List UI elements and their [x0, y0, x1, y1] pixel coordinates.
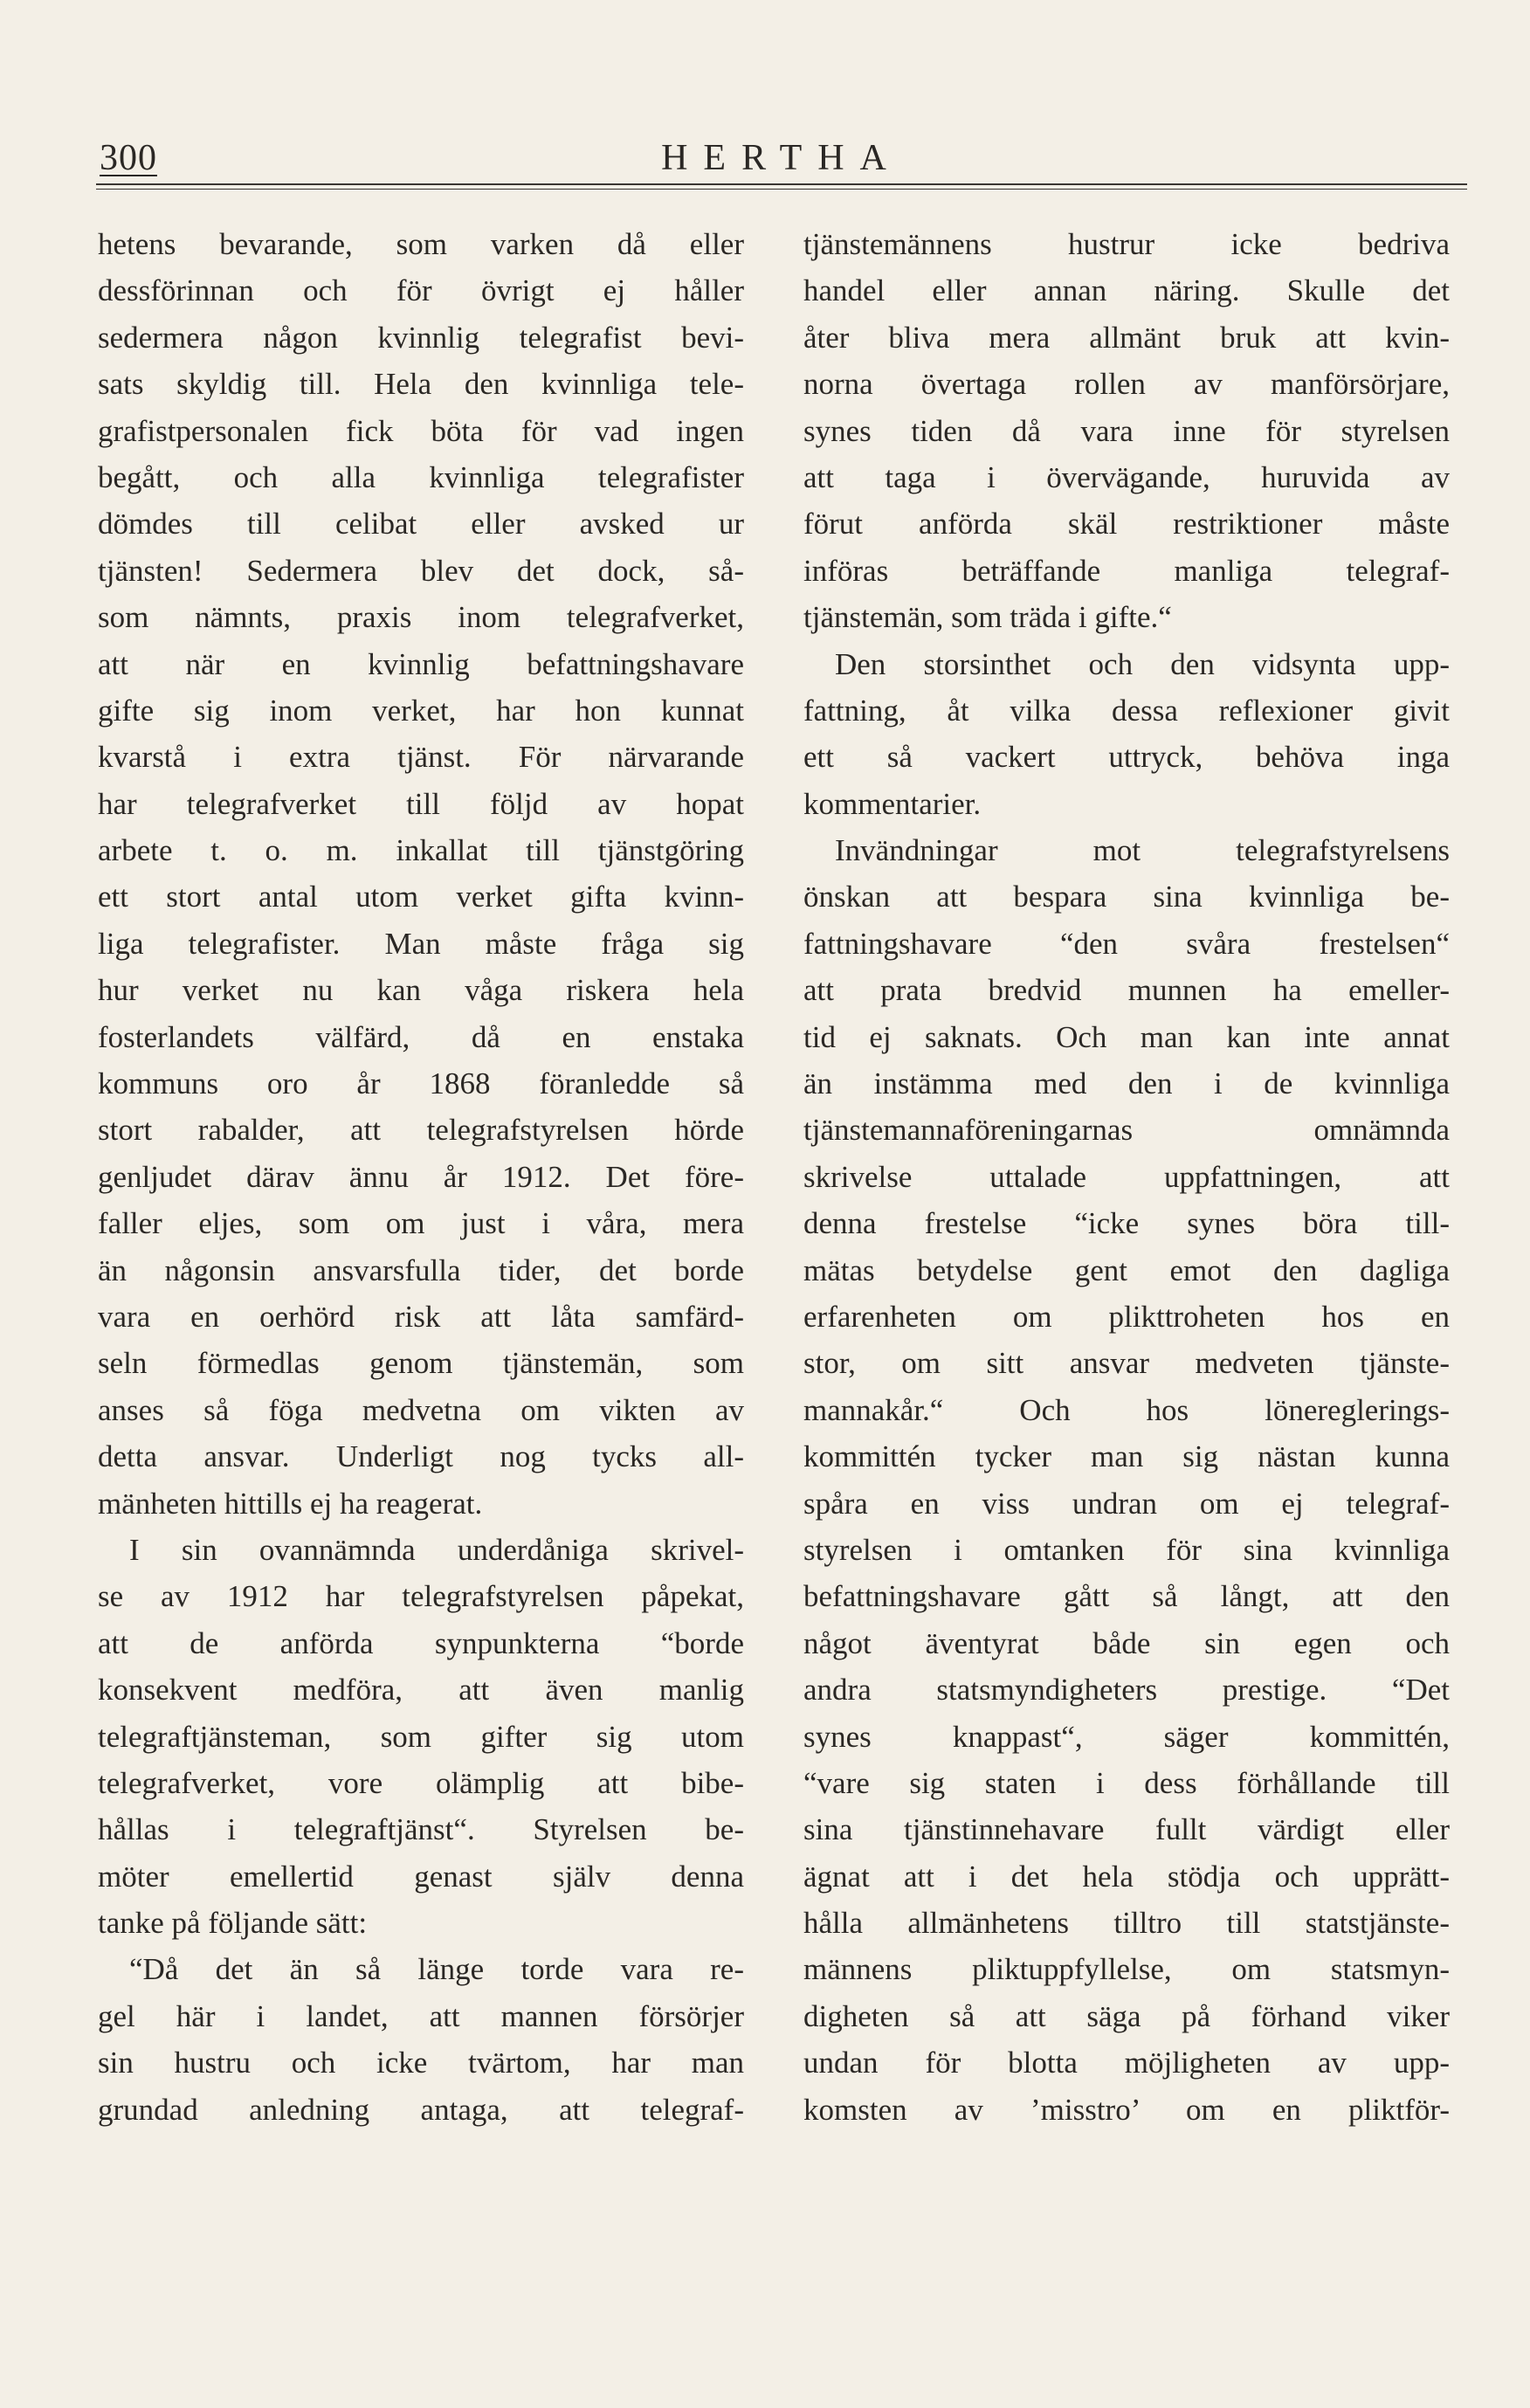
text-line: komsten av ’misstro’ om en pliktför- — [803, 2092, 1450, 2127]
text-line: än instämma med den i de kvinnliga — [803, 1066, 1450, 1101]
text-line: skrivelse uttalade uppfattningen, att — [803, 1159, 1450, 1194]
text-line: fosterlandets välfärd, då en enstaka — [98, 1019, 744, 1054]
text-line: anses så föga medvetna om vikten av — [98, 1392, 744, 1427]
text-line: erfarenheten om plikttroheten hos en — [803, 1299, 1450, 1334]
text-line: önskan att bespara sina kvinnliga be- — [803, 880, 1450, 914]
text-line: Den storsinthet och den vidsynta upp- — [835, 646, 1450, 681]
text-line: ett stort antal utom verket gifta kvinn- — [98, 880, 744, 914]
text-line: hetens bevarande, som varken då eller — [98, 227, 744, 261]
text-line: tjänstemannaföreningarnas omnämnda — [803, 1113, 1450, 1148]
text-line: sedermera någon kvinnlig telegrafist bevi- — [98, 320, 744, 355]
text-line: undan för blotta möjligheten av upp- — [803, 2046, 1450, 2080]
text-line: synes tiden då vara inne för styrelsen — [803, 413, 1450, 448]
text-line: stor, om sitt ansvar medveten tjänste- — [803, 1346, 1450, 1381]
text-line: handel eller annan näring. Skulle det — [803, 273, 1450, 308]
text-line: detta ansvar. Underligt nog tycks all- — [98, 1439, 744, 1474]
text-line: tjänsten! Sedermera blev det dock, så- — [98, 553, 744, 588]
text-line: Invändningar mot telegrafstyrelsens — [835, 833, 1450, 868]
text-line: mänheten hittills ej ha reagerat. — [98, 1486, 483, 1521]
text-line: tjänstemän, som träda i gifte.“ — [803, 600, 1172, 635]
text-line: befattningshavare gått så långt, att den — [803, 1579, 1450, 1614]
text-line: arbete t. o. m. inkallat till tjänstgöring — [98, 833, 744, 868]
text-line: digheten så att säga på förhand viker — [803, 1998, 1450, 2033]
text-line: kommittén tycker man sig nästan kunna — [803, 1439, 1450, 1474]
left-column — [98, 221, 744, 2133]
text-line: tjänstemännens hustrur icke bedriva — [803, 227, 1450, 261]
text-line: grafistpersonalen fick böta för vad ingen — [98, 413, 744, 448]
header-rule — [96, 183, 1467, 185]
text-line: telegraftjänsteman, som gifter sig utom — [98, 1719, 744, 1754]
text-line: “vare sig staten i dess förhållande till — [803, 1765, 1450, 1800]
text-line: kommuns oro år 1868 föranledde så — [98, 1066, 744, 1101]
text-line: har telegrafverket till följd av hopat — [98, 786, 744, 821]
text-line: möter emellertid genast själv denna — [98, 1859, 744, 1894]
text-line: denna frestelse “icke synes böra till- — [803, 1206, 1450, 1241]
text-line: kommentarier. — [803, 786, 982, 821]
text-line: spåra en viss undran om ej telegraf- — [803, 1486, 1450, 1521]
text-line: att taga i övervägande, huruvida av — [803, 459, 1450, 494]
text-line: kvarstå i extra tjänst. För närvarande — [98, 740, 744, 775]
text-line: grundad anledning antaga, att telegraf- — [98, 2092, 744, 2127]
text-line: dessförinnan och för övrigt ej håller — [98, 273, 744, 308]
text-line: att prata bredvid munnen ha emeller- — [803, 973, 1450, 1008]
text-line: åter bliva mera allmänt bruk att kvin- — [803, 320, 1450, 355]
running-title: HERTHA — [661, 138, 902, 178]
text-line: gel här i landet, att mannen försörjer — [98, 1998, 744, 2033]
text-line: som nämnts, praxis inom telegrafverket, — [98, 600, 744, 635]
text-line: andra statsmyndigheters prestige. “Det — [803, 1673, 1450, 1708]
text-line: hålla allmänhetens tilltro till statstjänste- — [803, 1906, 1450, 1941]
text-line: genljudet därav ännu år 1912. Det före- — [98, 1159, 744, 1194]
text-line: konsekvent medföra, att även manlig — [98, 1673, 744, 1708]
text-line: vara en oerhörd risk att låta samfärd- — [98, 1299, 744, 1334]
page-header — [96, 135, 1467, 188]
text-line: männens pliktuppfyllelse, om statsmyn- — [803, 1952, 1450, 1987]
text-line: ett så vackert uttryck, behöva inga — [803, 740, 1450, 775]
text-line: förut anförda skäl restriktioner måste — [803, 507, 1450, 542]
text-line: styrelsen i omtanken för sina kvinnliga — [803, 1532, 1450, 1567]
text-line: “Då det än så länge torde vara re- — [129, 1952, 744, 1987]
text-line: se av 1912 har telegrafstyrelsen påpekat, — [98, 1579, 744, 1614]
text-line: mannakår.“ Och hos lönereglerings- — [803, 1392, 1450, 1427]
text-line: mätas betydelse gent emot den dagliga — [803, 1252, 1450, 1287]
text-line: telegrafverket, vore olämplig att bibe- — [98, 1765, 744, 1800]
text-line: tid ej saknats. Och man kan inte annat — [803, 1019, 1450, 1054]
text-line: hållas i telegraftjänst“. Styrelsen be- — [98, 1812, 744, 1847]
text-line: att när en kvinnlig befattningshavare — [98, 646, 744, 681]
text-line: något äventyrat både sin egen och — [803, 1625, 1450, 1660]
page-number: 300 — [100, 138, 157, 178]
text-line: införas beträffande manliga telegraf- — [803, 553, 1450, 588]
text-line: gifte sig inom verket, har hon kunnat — [98, 693, 744, 728]
text-line: norna övertaga rollen av manförsörjare, — [803, 367, 1450, 402]
text-line: I sin ovannämnda underdåniga skrivel- — [129, 1532, 744, 1567]
text-line: fattning, åt vilka dessa reflexioner givit — [803, 693, 1450, 728]
text-line: seln förmedlas genom tjänstemän, som — [98, 1346, 744, 1381]
right-column — [803, 221, 1450, 2133]
text-line: fattningshavare “den svåra frestelsen“ — [803, 926, 1450, 961]
text-line: liga telegrafister. Man måste fråga sig — [98, 926, 744, 961]
text-line: ägnat att i det hela stödja och upprätt- — [803, 1859, 1450, 1894]
text-line: faller eljes, som om just i våra, mera — [98, 1206, 744, 1241]
text-line: synes knappast“, säger kommittén, — [803, 1719, 1450, 1754]
header-rule-thin — [96, 189, 1467, 190]
text-line: tanke på följande sätt: — [98, 1906, 368, 1941]
text-line: stort rabalder, att telegrafstyrelsen hörde — [98, 1113, 744, 1148]
text-line: sats skyldig till. Hela den kvinnliga tele- — [98, 367, 744, 402]
text-line: sina tjänstinnehavare fullt värdigt eller — [803, 1812, 1450, 1847]
text-line: att de anförda synpunkterna “borde — [98, 1625, 744, 1660]
text-line: sin hustru och icke tvärtom, har man — [98, 2046, 744, 2080]
text-line: hur verket nu kan våga riskera hela — [98, 973, 744, 1008]
text-line: dömdes till celibat eller avsked ur — [98, 507, 744, 542]
text-line: än någonsin ansvarsfulla tider, det borde — [98, 1252, 744, 1287]
text-line: begått, och alla kvinnliga telegrafister — [98, 459, 744, 494]
